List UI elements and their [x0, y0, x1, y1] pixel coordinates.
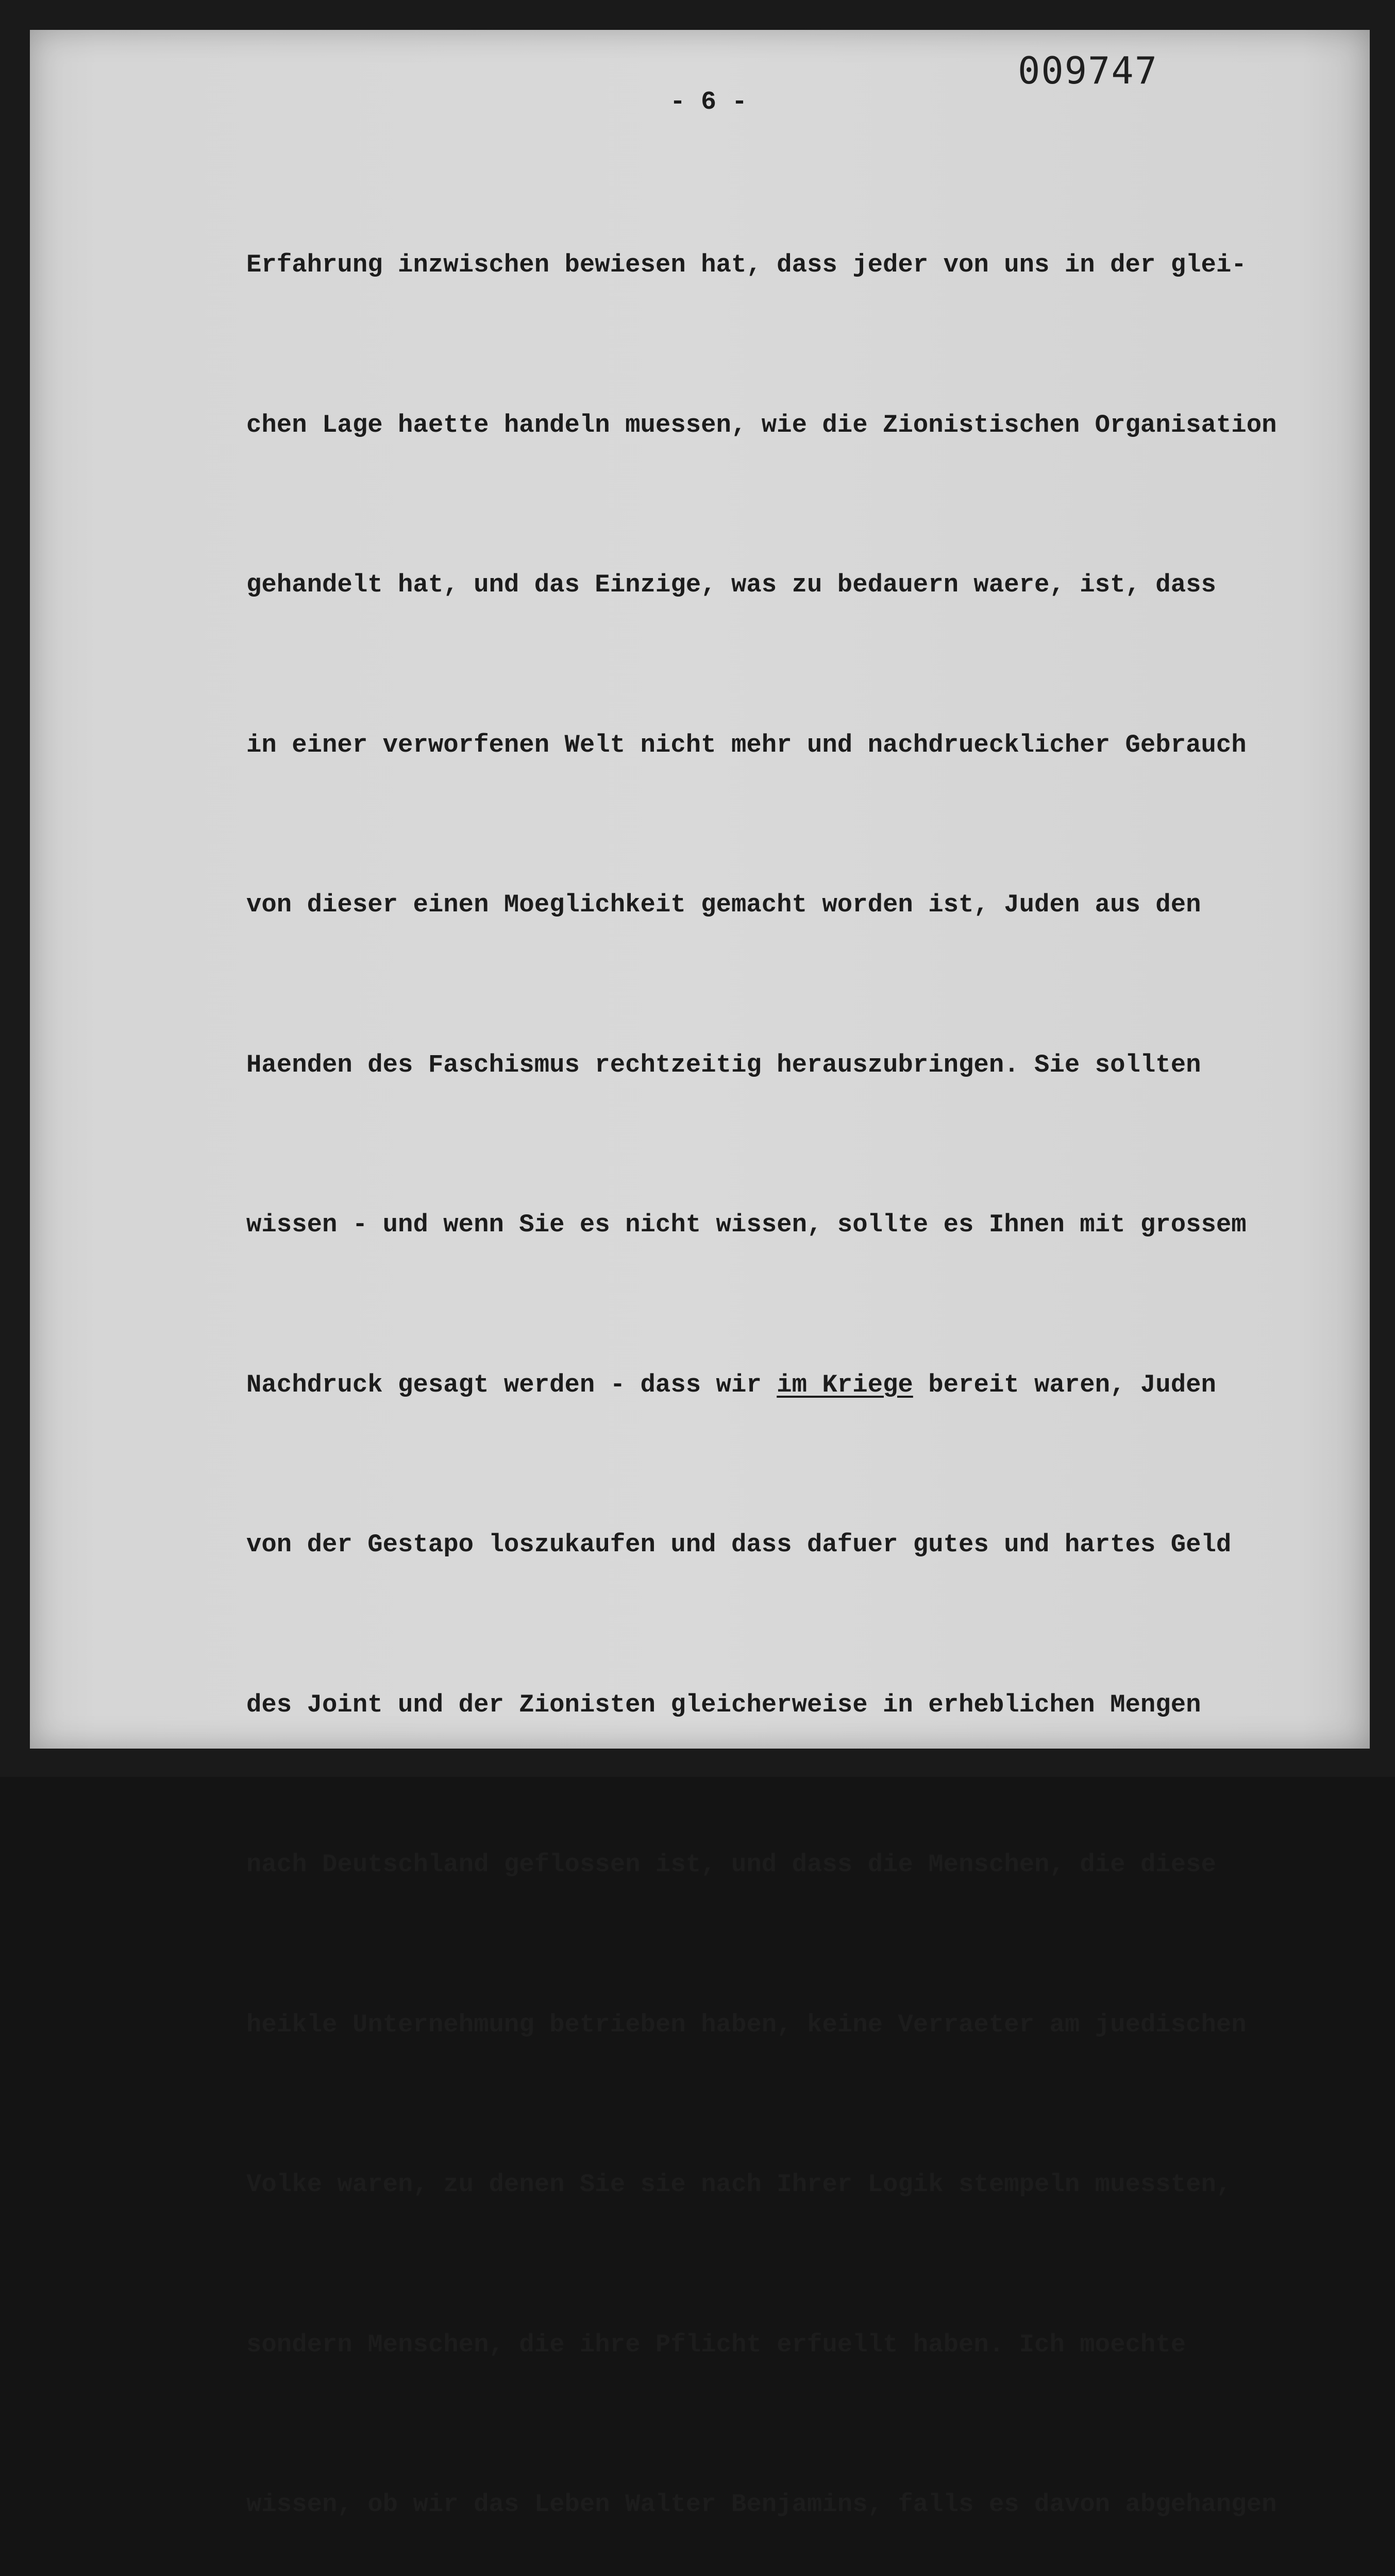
text-line: Erfahrung inzwischen bewiesen hat, dass jeder von uns in der glei-: [246, 250, 1247, 279]
text-line: wissen - und wenn Sie es nicht wissen, sollte es Ihnen mit grossem: [246, 1210, 1247, 1239]
text-line: von dieser einen Moeglichkeit gemacht worden ist, Juden aus den: [246, 890, 1201, 919]
text-line: Haenden des Faschismus rechtzeitig herauszubringen. Sie sollten: [246, 1050, 1201, 1079]
text-line: des Joint und der Zionisten gleicherweise in erheblichen Mengen: [246, 1690, 1201, 1719]
text-line-with-underline: [246, 1359, 1354, 1412]
text-segment: bereit waren, Juden: [913, 1370, 1216, 1399]
text-line: Volke waren, zu denen Sie sie nach Ihrer Logik stempeln muessten,: [246, 2170, 1232, 2199]
text-line: sondern Menschen, die ihre Pflicht erfuellt haben. Ich moechte: [246, 2330, 1186, 2359]
text-line: wissen, ob wir das Leben Walter Benjamins, falls es davon abgehangen: [246, 2490, 1277, 2519]
text-line: heikle Unternehmung betrieben haben, keine Verraeter am juedischen: [246, 2010, 1247, 2039]
text-line: chen Lage haette handeln muessen, wie die Zionistischen Organisation: [246, 410, 1277, 439]
text-line: gehandelt hat, und das Einzige, was zu bedauern waere, ist, dass: [246, 570, 1216, 599]
text-line: von der Gestapo loszukaufen und dass dafuer gutes und hartes Geld: [246, 1530, 1232, 1559]
text-line: nach Deutschland geflossen ist, und dass die Menschen, die diese: [246, 1850, 1216, 1879]
page-number: - 6 -: [670, 88, 748, 117]
underlined-phrase: im Kriege: [777, 1370, 913, 1399]
text-line: in einer verworfenen Welt nicht mehr und nachdruecklicher Gebrauch: [246, 730, 1247, 759]
letter-body: [246, 132, 1354, 2576]
archive-number-stamp: 009747: [1018, 49, 1158, 92]
text-segment: Nachdruck gesagt werden - dass wir: [246, 1370, 777, 1399]
